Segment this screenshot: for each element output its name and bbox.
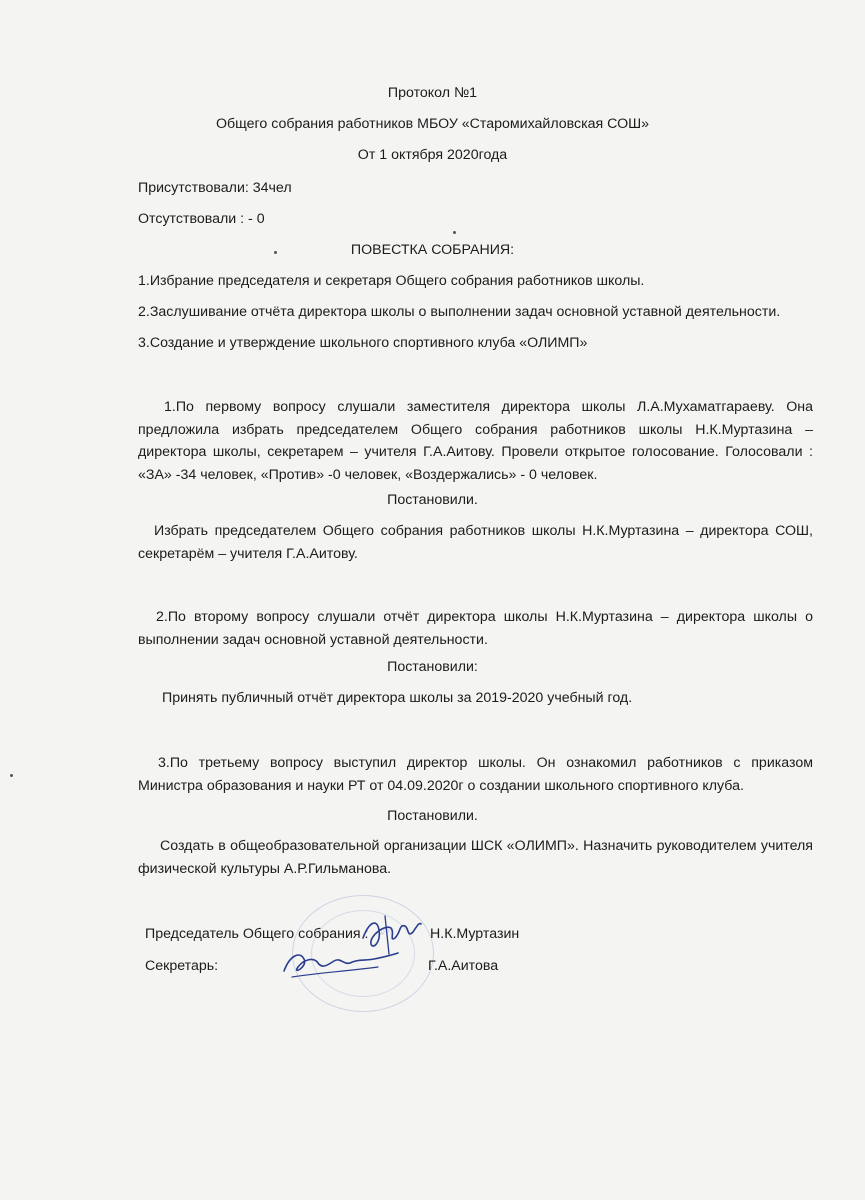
question-1-decision: Избрать председателем Общего собрания работников школы Н.К.Муртазина – директора СОШ, секретарём – учителя Г.А.Аитову. [138,523,813,562]
scan-speck [453,231,456,234]
scan-speck [10,774,13,777]
question-3-text: 3.По третьему вопросу выступил директор школы. Он ознакомил работников с приказом Министра образования и науки РТ от 04.09.2020г о создании школьного спортивного клуба. [138,755,813,794]
attendance-absent: Отсутствовали : - 0 [138,211,265,227]
secretary-signature [278,945,403,985]
secretary-name: Г.А.Аитова [428,958,499,974]
document-date: От 1 октября 2020года [357,147,508,163]
agenda-item: 1.Избрание председателя и секретаря Общего собрания работников школы. [138,273,645,289]
scan-speck [274,251,277,254]
question-3-resolved-label: Постановили. [387,808,478,824]
document-subtitle: Общего собрания работников МБОУ «Старомихайловская СОШ» [215,116,650,132]
agenda-item: 3.Создание и утверждение школьного спортивного клуба «ОЛИМП» [138,335,588,351]
question-2-resolved-label: Постановили: [387,659,478,675]
agenda-heading: ПОВЕСТКА СОБРАНИЯ: [350,242,515,258]
agenda-item: 2.Заслушивание отчёта директора школы о выполнении задач основной уставной деятельности. [138,304,781,320]
secretary-label: Секретарь: [145,958,219,974]
document-title: Протокол №1 [387,85,478,101]
chair-label: Председатель Общего собрания : [145,926,369,942]
question-1-text: 1.По первому вопросу слушали заместителя директора школы Л.А.Мухаматгараеву. Она предложила избрать председателем Общего собрания работников школы Н.К.Муртазина – директора школы, секретарем – учителя Г.А.Аитову. Провели открытое голосование. Голосовали : «ЗА» -34 человек, «Против» -0 человек, «Воздержались» - 0 человек. [138,399,813,483]
question-3-decision: Создать в общеобразовательной организации ШСК «ОЛИМП». Назначить руководителем учителя физической культуры А.Р.Гильманова. [138,838,813,877]
question-1-resolved-label: Постановили. [387,492,478,508]
question-2-text: 2.По второму вопросу слушали отчёт директора школы Н.К.Муртазина – директора школы о выполнении задач основной уставной деятельности. [138,609,813,648]
chair-name: Н.К.Муртазин [430,926,520,942]
attendance-present: Присутствовали: 34чел [138,180,292,196]
stamp-text: ДЛЯ [377,926,393,937]
question-2-decision: Принять публичный отчёт директора школы за 2019-2020 учебный год. [162,690,633,706]
